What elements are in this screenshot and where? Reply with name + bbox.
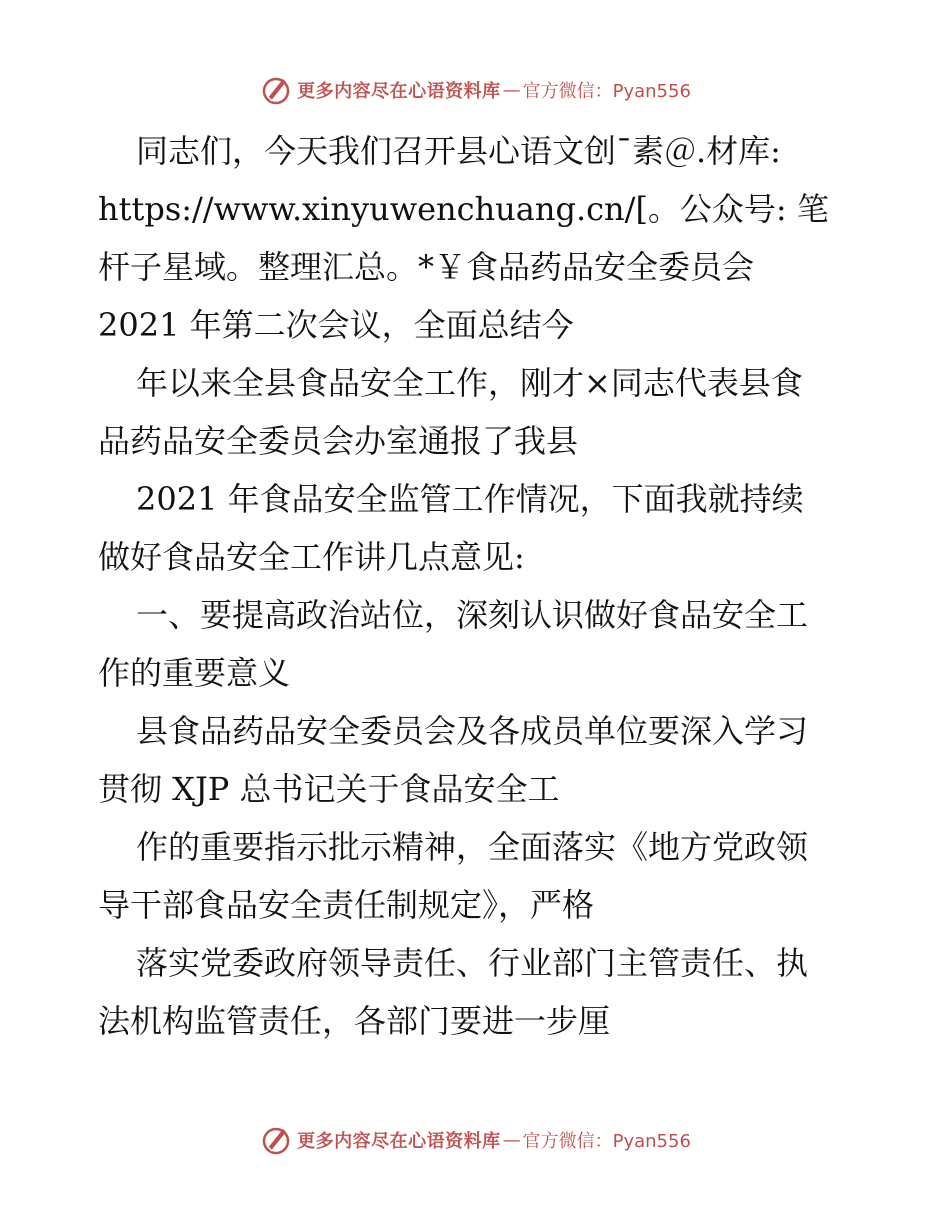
body-line: 作的重要指示批示精神，全面落实《地方党政领	[136, 828, 809, 866]
body-line: 杆子星域。整理汇总。*￥食品药品安全委员会	[98, 248, 755, 286]
body-line: 同志们，今天我们召开县心语文创¯素＠.材库:	[136, 132, 781, 170]
header-contact-text: 官方微信：Pyan556	[522, 81, 691, 102]
document-body	[98, 122, 858, 1050]
body-line: 导干部食品安全责任制规定》，严格	[98, 886, 595, 924]
body-line: 县食品药品安全委员会及各成员单位要深入学习	[136, 712, 809, 750]
body-line: 落实党委政府领导责任、行业部门主管责任、执	[136, 944, 809, 982]
header-banner	[0, 70, 950, 110]
body-line: 贯彻 XJP 总书记关于食品安全工	[98, 770, 560, 808]
footer-separator: —	[502, 1129, 521, 1151]
body-line: 品药品安全委员会办室通报了我县	[98, 422, 579, 460]
section-heading-line: 作的重要意义	[98, 654, 291, 692]
body-line: 法机构监管责任，各部门要进一步厘	[98, 1002, 611, 1040]
quill-logo-icon	[259, 1123, 293, 1157]
footer-brand-text: 更多内容尽在心语资料库	[297, 1131, 501, 1152]
body-line: 2021 年食品安全监管工作情况，下面我就持续	[136, 480, 804, 518]
body-line: 年以来全县食品安全工作，刚才×同志代表县食	[136, 364, 803, 402]
header-separator: —	[502, 79, 521, 101]
quill-logo-icon	[259, 73, 293, 107]
footer-banner	[0, 1120, 950, 1160]
body-line: https://www.xinyuwenchuang.cn/[。公众号: 笔	[98, 190, 829, 228]
section-heading-line: 一、要提高政治站位，深刻认识做好食品安全工	[136, 596, 809, 634]
body-line: 做好食品安全工作讲几点意见:	[98, 538, 525, 576]
footer-contact-text: 官方微信：Pyan556	[522, 1131, 691, 1152]
body-line: 2021 年第二次会议，全面总结今	[98, 306, 574, 344]
header-brand-text: 更多内容尽在心语资料库	[297, 81, 501, 102]
